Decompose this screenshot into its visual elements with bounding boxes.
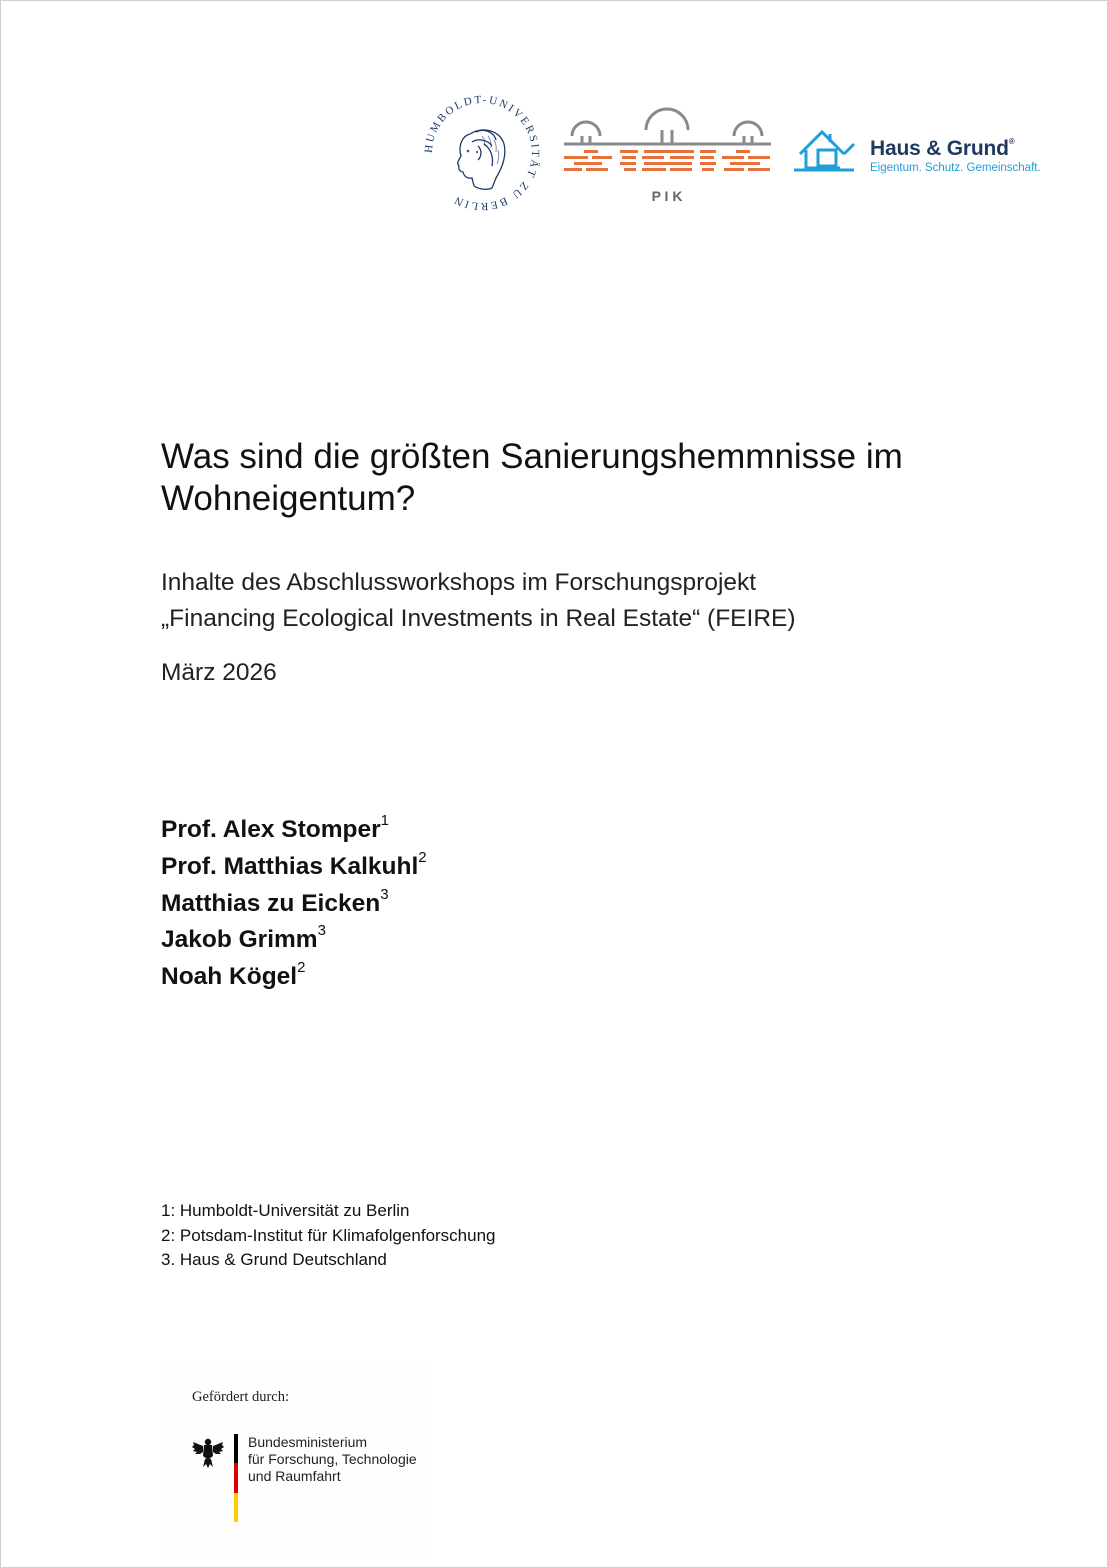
- ministry-line-3: und Raumfahrt: [248, 1468, 341, 1484]
- hu-seal-text: HUMBOLDT-UNIVERSITÄT ZU BERLIN: [422, 93, 542, 213]
- document-date: März 2026: [161, 659, 277, 686]
- haus-und-grund-logo: [790, 122, 1050, 182]
- funding-box: [160, 1360, 428, 1556]
- author-name: Prof. Matthias Kalkuhl: [161, 852, 419, 880]
- ministry-name: [248, 1434, 417, 1485]
- registered-mark: ®: [1008, 137, 1015, 146]
- affiliation-list: [161, 1199, 496, 1273]
- flag-stripe-red: [234, 1463, 238, 1492]
- author-list: [161, 812, 427, 996]
- flag-stripe-gold: [234, 1493, 238, 1522]
- affiliation-item: 1: Humboldt-Universität zu Berlin: [161, 1201, 410, 1220]
- hausgrund-claim: Eigentum. Schutz. Gemeinschaft.: [870, 162, 1041, 174]
- flag-stripe-black: [234, 1434, 238, 1463]
- author-name: Jakob Grimm: [161, 926, 318, 954]
- pik-logo: [560, 106, 775, 206]
- affiliation-item: 2: Potsdam-Institut für Klimafolgenforschung: [161, 1225, 496, 1245]
- author: [161, 886, 427, 923]
- author: [161, 959, 427, 996]
- federal-eagle-icon: [191, 1436, 225, 1470]
- hausgrund-name: Haus & Grund®: [870, 137, 1015, 160]
- author-name: Matthias zu Eicken: [161, 889, 381, 917]
- svg-text:HUMBOLDT-UNIVERSITÄT ZU BERLIN: [423, 94, 541, 212]
- author-affiliation-mark: 1: [380, 812, 389, 829]
- author: [161, 922, 427, 959]
- house-icon: [792, 124, 858, 176]
- humboldt-university-logo: [412, 86, 552, 220]
- author: [161, 812, 427, 849]
- german-flag-bar: [234, 1434, 238, 1522]
- author-affiliation-mark: 3: [380, 885, 389, 903]
- author: [161, 849, 427, 886]
- funded-by-label: Gefördert durch:: [192, 1389, 290, 1405]
- subtitle-line-1: Inhalte des Abschlussworkshops im Forschungsprojekt: [161, 569, 757, 596]
- ministry-line-1: Bundesministerium: [248, 1434, 368, 1450]
- author-affiliation-mark: 2: [418, 848, 427, 866]
- document-subtitle: [161, 565, 1021, 637]
- document-title: Was sind die größten Sanierungshemmnisse im Wohneigentum?: [161, 437, 903, 518]
- author-affiliation-mark: 2: [297, 959, 306, 977]
- author-name: Prof. Alex Stomper: [161, 816, 381, 843]
- ministry-line-2: für Forschung, Technologie: [248, 1451, 417, 1467]
- subtitle-line-2: „Financing Ecological Investments in Real Estate“ (FEIRE): [161, 605, 796, 632]
- author-name: Noah Kögel: [161, 963, 298, 991]
- pik-text: P I K: [651, 188, 683, 204]
- affiliation-item: 3. Haus & Grund Deutschland: [161, 1250, 387, 1269]
- author-affiliation-mark: 3: [317, 922, 326, 940]
